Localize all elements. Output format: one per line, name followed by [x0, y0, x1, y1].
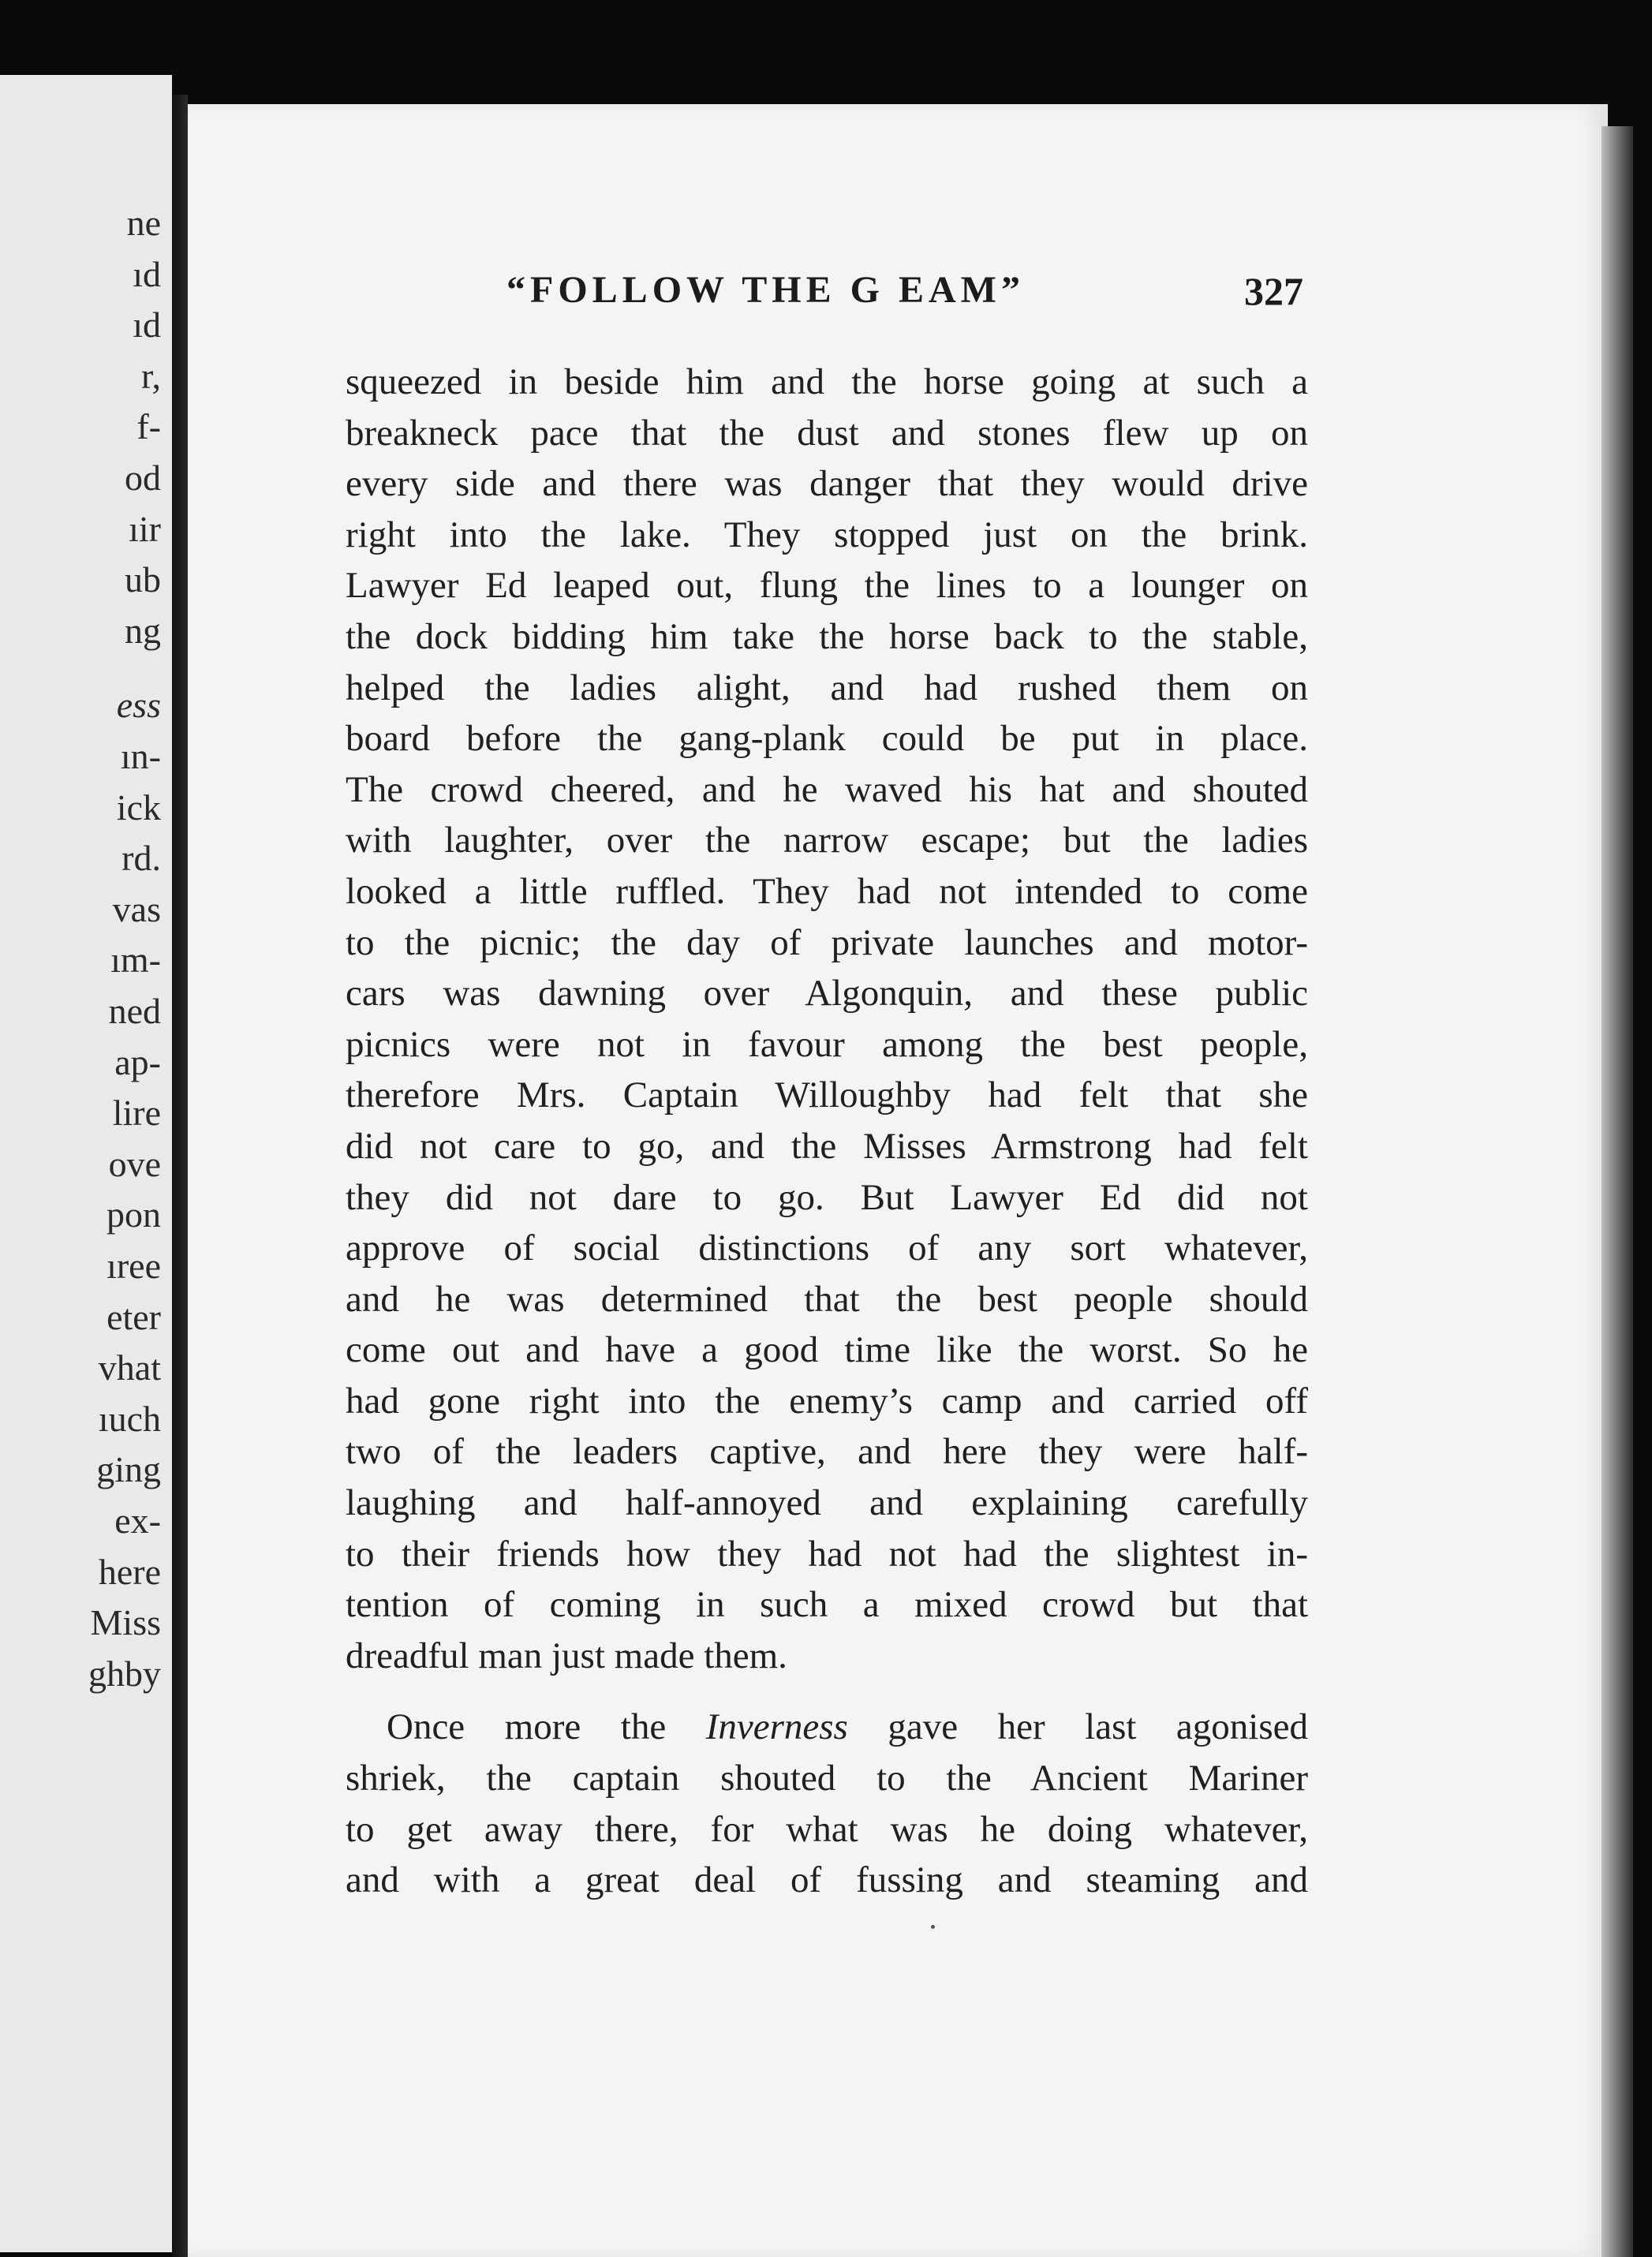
text-line: come out and have a good time like the worst. So he: [346, 1329, 1308, 1371]
left-page-fragment: ex-: [114, 1500, 161, 1541]
text-line: dreadful man just made them.: [346, 1635, 787, 1676]
text-line: The crowd cheered, and he waved his hat and shouted: [346, 768, 1308, 810]
left-page-fragment: r,: [141, 355, 161, 396]
left-page-fragment: ıd: [133, 253, 161, 294]
text-line: shriek, the captain shouted to the Ancient Mariner: [346, 1758, 1308, 1799]
left-page-fragment: ick: [116, 787, 161, 828]
left-page-fragment: lire: [112, 1093, 161, 1134]
left-page-fragment: ess: [116, 685, 161, 726]
text-line: the dock bidding him take the horse back to the stable,: [346, 615, 1308, 657]
left-page-fragment: ng: [125, 610, 161, 651]
ship-name: Inverness: [705, 1706, 848, 1748]
text-line: they did not dare to go. But Lawyer Ed did not: [346, 1176, 1308, 1218]
text-line: approve of social distinctions of any sort whatever,: [346, 1228, 1308, 1269]
left-page-fragment: here: [98, 1551, 161, 1592]
left-page-fragment: ıd: [133, 305, 161, 346]
left-page-fragment: rd.: [121, 838, 161, 879]
left-page-fragment: ap-: [114, 1041, 161, 1082]
text-line: picnics were not in favour among the best people,: [346, 1023, 1308, 1065]
text-line: right into the lake. They stopped just on the brink.: [346, 514, 1308, 555]
text-line: with laughter, over the narrow escape; but the ladies: [346, 820, 1308, 861]
left-page-fragment: ging: [96, 1449, 161, 1490]
left-page-fragment: vhat: [98, 1347, 161, 1388]
page-edge-shadow: [1602, 126, 1633, 2257]
left-page-fragment: ghby: [88, 1653, 161, 1694]
facing-page-left: [0, 75, 172, 2252]
text-line: Once more the Inverness gave her last agonised: [387, 1706, 1309, 1748]
page-number: 327: [1244, 269, 1303, 313]
left-page-fragment: ned: [108, 991, 161, 1031]
left-page-fragment: f-: [136, 406, 161, 447]
paragraph-2: [346, 1702, 1308, 1905]
left-page-fragment: ıree: [107, 1246, 161, 1286]
text-line: laughing and half-annoyed and explaining carefully: [346, 1482, 1308, 1524]
body-text: [346, 357, 1308, 1906]
text-line: Lawyer Ed leaped out, flung the lines to a lounger on: [346, 565, 1308, 607]
text-line: to their friends how they had not had the slightest in-: [346, 1533, 1308, 1575]
running-head: [317, 268, 1303, 316]
text-line: did not care to go, and the Misses Armstrong had felt: [346, 1125, 1308, 1167]
text-line: cars was dawning over Algonquin, and these public: [346, 973, 1308, 1015]
left-page-fragment: eter: [107, 1296, 161, 1337]
text-line: to the picnic; the day of private launches and motor-: [346, 921, 1308, 963]
text-line: looked a little ruffled. They had not intended to come: [346, 870, 1308, 912]
text-line: board before the gang-plank could be put in place.: [346, 718, 1308, 760]
left-page-fragment: Miss: [90, 1602, 161, 1643]
left-page-fragment: ın-: [120, 736, 161, 776]
left-page-fragment: ove: [108, 1143, 161, 1184]
text-line: and with a great deal of fussing and steaming and: [346, 1859, 1308, 1901]
text-line: every side and there was danger that they would drive: [346, 463, 1308, 505]
running-title: “FOLLOW THE G EAM”: [506, 269, 1025, 311]
left-page-fragment: ub: [125, 559, 161, 600]
left-page-fragment: ım-: [110, 940, 161, 981]
left-page-fragment: vas: [112, 888, 161, 929]
ink-speck: [931, 1925, 935, 1929]
text-line: helped the ladies alight, and had rushed them on: [346, 667, 1308, 708]
text-line: squeezed in beside him and the horse going at such a: [346, 361, 1308, 402]
text-line: therefore Mrs. Captain Willoughby had felt that she: [346, 1074, 1308, 1116]
left-page-fragment: ıuch: [98, 1398, 161, 1439]
book-gutter: [172, 95, 188, 2257]
text-line: to get away there, for what was he doing whatever,: [346, 1808, 1308, 1850]
text-line: tention of coming in such a mixed crowd but that: [346, 1584, 1308, 1626]
text-line: breakneck pace that the dust and stones flew up on: [346, 412, 1308, 454]
left-page-fragment: ne: [126, 203, 161, 243]
paragraph-1: [346, 357, 1308, 1681]
left-page-fragment: od: [125, 458, 161, 498]
left-page-fragment: ıir: [129, 508, 161, 549]
text-line: two of the leaders captive, and here they were half-: [346, 1431, 1308, 1473]
text-line: and he was determined that the best people should: [346, 1278, 1308, 1320]
left-page-fragment: pon: [107, 1194, 161, 1235]
text-line: had gone right into the enemy’s camp and carried off: [346, 1380, 1308, 1422]
